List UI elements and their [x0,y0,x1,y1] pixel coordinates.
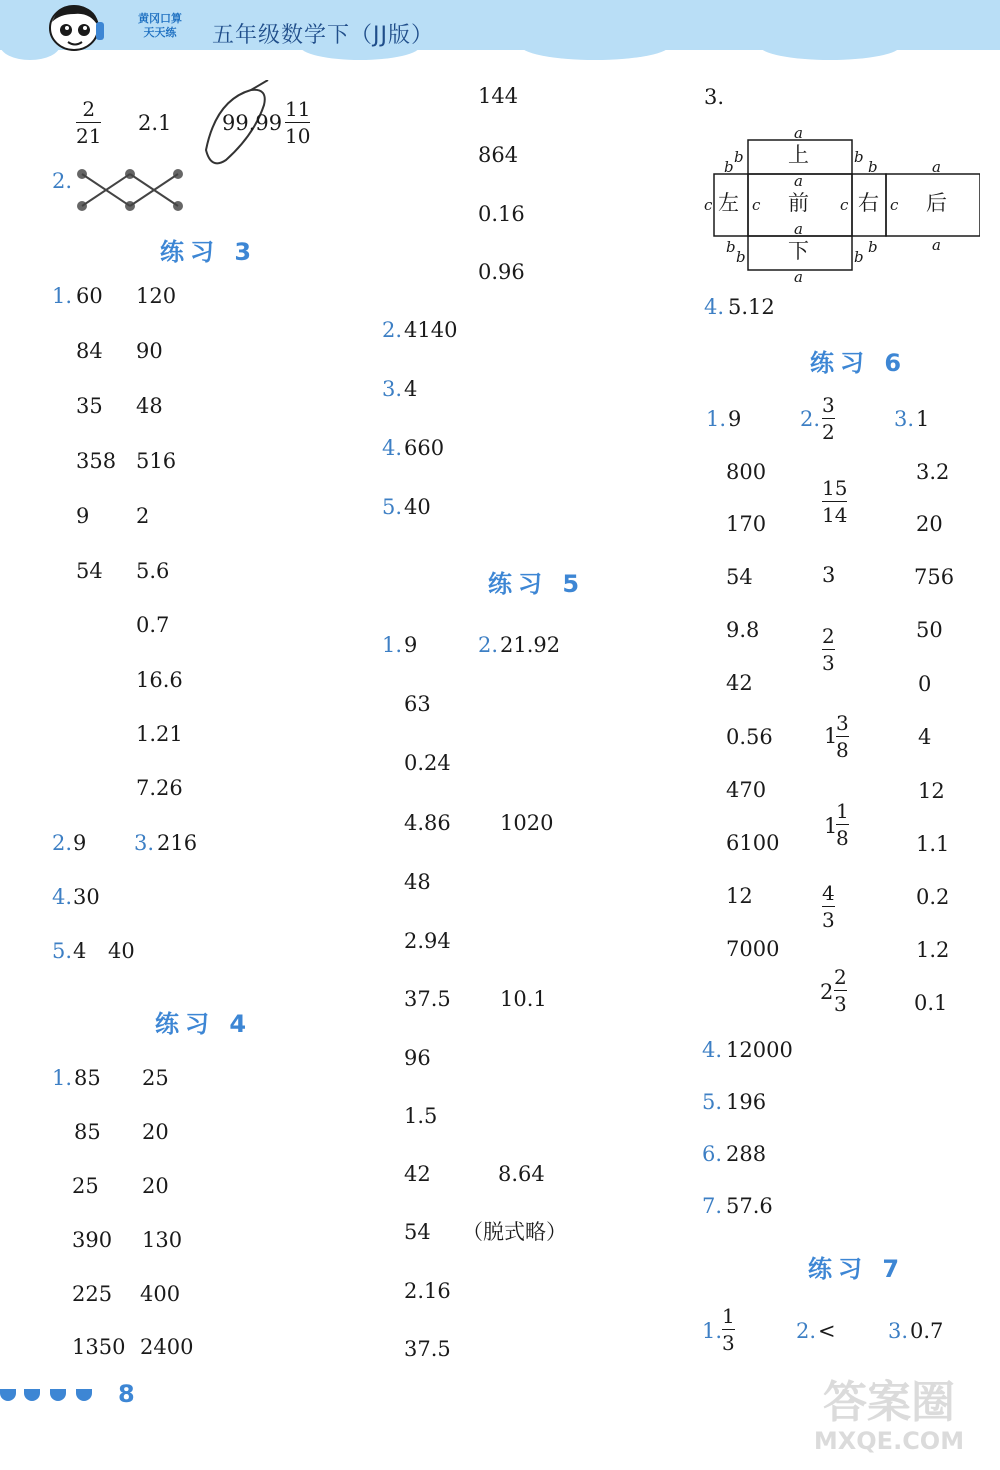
answer-value: < [818,1319,836,1343]
answer-value: 8.64 [498,1162,545,1186]
answer-value: 9 [76,504,90,528]
question-number: 3. [704,85,725,109]
answer-value: 864 [478,143,519,167]
answer-value: 2 [136,504,150,528]
fraction [822,625,835,674]
fraction-bar [822,649,835,650]
answer-value: 225 [72,1282,113,1306]
brand-line1: 黄冈口算 [138,12,182,25]
question-number: 4. [702,1038,723,1062]
answer-value: 84 [76,339,103,363]
answer-value: 3 [822,563,836,587]
fraction-bar [834,990,847,991]
answer-value: 2.16 [404,1279,451,1303]
answer-value: 3.2 [916,460,950,484]
answer-value: 2.94 [404,929,451,953]
question-number: 5. [702,1090,723,1114]
answer-value: 50 [916,618,943,642]
exercise-heading: 练习 5 [488,570,586,598]
answer-value: 0.56 [726,725,773,749]
answer-value: 2400 [140,1335,194,1359]
answer-value: 0.7 [910,1319,944,1343]
answer-value: 12000 [726,1038,793,1062]
numerator: 3 [822,393,835,417]
edge-label: b [724,158,734,176]
edge-label: b [726,238,736,256]
answer-value: 0.1 [914,991,948,1015]
fraction-bar [836,824,849,825]
answer-value: 7000 [726,937,780,961]
answer-value: 48 [136,394,163,418]
fraction [822,477,847,526]
edge-label: b [734,148,744,166]
question-number: 3. [894,407,915,431]
answer-value: 99.99 [222,111,283,135]
answer-value: 660 [404,436,445,460]
edge-label: c [840,196,849,214]
edge-label: b [736,248,746,266]
answer-value: 48 [404,870,431,894]
answer-value: 40 [404,495,431,519]
answer-value: 96 [404,1046,431,1070]
header-cloud [520,30,670,60]
question-number: 3. [382,377,403,401]
answer-value: 63 [404,692,431,716]
header-cloud [760,32,900,60]
edge-label: a [794,172,803,190]
answer-value: 54 [726,565,753,589]
fraction-bar [285,122,310,123]
answer-value: 25 [72,1174,99,1198]
edge-label: b [868,158,878,176]
answer-value: 120 [136,284,177,308]
answer-value: 35 [76,394,103,418]
exercise-heading: 练习 7 [808,1255,906,1283]
fraction [722,1305,735,1354]
answer-value: 0.2 [916,885,950,909]
denominator: 3 [822,651,835,675]
numerator: 2 [822,624,835,648]
edge-label: a [932,158,941,176]
answer-value: 7.26 [136,776,183,800]
answer-value: 90 [136,339,163,363]
answer-value: 20 [142,1174,169,1198]
edge-label: a [794,220,803,238]
denominator: 3 [834,992,847,1016]
question-number: 4. [52,885,73,909]
answer-value: 40 [108,939,135,963]
answer-value: 5.12 [728,295,775,319]
answer-value: 390 [72,1228,113,1252]
fraction-bar [822,501,847,502]
numerator: 3 [836,711,849,735]
answer-value: 288 [726,1142,767,1166]
fraction [836,712,849,761]
decor-dot [50,1389,66,1401]
brand-logo [118,12,202,40]
cuboid-net-diagram [700,118,980,288]
answer-value: 1 [916,407,930,431]
question-number: 1. [52,1066,73,1090]
answer-value: 1020 [500,811,554,835]
decor-dot [76,1389,92,1401]
question-number: 2. [800,407,821,431]
answer-value: 0.7 [136,613,170,637]
numerator: 2 [82,97,96,121]
answer-value: 21.92 [500,633,561,657]
denominator: 14 [822,503,848,527]
answer-value: 20 [916,512,943,536]
mixed-number-whole: 1 [824,814,838,838]
fraction-bar [822,418,835,419]
fraction [822,882,835,931]
answer-value: 54 [404,1220,431,1244]
fraction [834,966,847,1015]
question-number: 1. [382,633,403,657]
answer-value: 9 [404,633,418,657]
answer-value: 470 [726,778,767,802]
watermark-line2: MXQE.COM [813,1427,965,1455]
page-footer [0,1380,160,1410]
answer-value: 4 [918,725,932,749]
edge-label: a [794,268,803,286]
answer-value: 60 [76,284,103,308]
edge-label: b [854,248,864,266]
answer-value: 20 [142,1120,169,1144]
answer-value: 85 [74,1066,101,1090]
answer-value: 12 [918,779,945,803]
numerator: 2 [834,965,847,989]
answer-value: 57.6 [726,1194,773,1218]
numerator: 4 [822,881,835,905]
mascot-icon [40,2,110,62]
question-number: 5. [382,495,403,519]
net-face-top: 上 [788,143,809,167]
answer-value: 30 [73,885,100,909]
fraction [822,394,835,443]
answer-value: 196 [726,1090,767,1114]
answer-value: 37.5 [404,987,451,1011]
watermark [794,1378,984,1460]
answer-value: 9 [73,831,87,855]
question-number: 3. [134,831,155,855]
question-number: 2. [478,633,499,657]
page-header [0,0,1000,62]
question-number: 4. [704,295,725,319]
answer-value: 756 [914,565,955,589]
denominator: 8 [836,738,849,762]
answer-value: 10.1 [500,987,547,1011]
watermark-line1: 答案圈 [823,1377,955,1428]
numerator: 11 [285,97,311,121]
net-face-left: 左 [718,191,739,215]
edge-label: b [854,148,864,166]
answer-value: 4.86 [404,811,451,835]
numerator: 15 [822,476,848,500]
fraction-bar [76,122,101,123]
answer-value: 1.1 [916,832,950,856]
question-number: 6. [702,1142,723,1166]
answer-value: 2.1 [138,111,172,135]
matching-lines-diagram [70,164,190,216]
mixed-number-whole: 2 [820,980,834,1004]
answer-value: 5.6 [136,559,170,583]
net-face-back: 后 [926,191,947,215]
exercise-heading: 练习 3 [160,238,258,266]
exercise-heading: 练习 4 [155,1010,253,1038]
edge-label: c [704,196,713,214]
answer-value: 144 [478,84,519,108]
fraction-bar [822,906,835,907]
answer-value: 4140 [404,318,458,342]
answer-value: 516 [136,449,177,473]
answer-value: 0.16 [478,202,525,226]
question-number: 1. [52,284,73,308]
brand-line2: 天天练 [143,26,177,39]
answer-value: 6100 [726,831,780,855]
denominator: 3 [822,908,835,932]
page-title: 五年级数学下（JJ版） [212,23,434,48]
denominator: 8 [836,826,849,850]
answer-value: 12 [726,884,753,908]
answer-value: 170 [726,512,767,536]
fraction-bar [722,1329,735,1330]
question-number: 7. [702,1194,723,1218]
answer-value: 25 [142,1066,169,1090]
fraction-bar [836,736,849,737]
answer-value: 1350 [72,1335,126,1359]
answer-note: （脱式略） [462,1220,567,1244]
fraction [76,98,101,147]
question-number: 3. [888,1319,909,1343]
question-number: 1. [706,407,727,431]
answer-value: 358 [76,449,117,473]
decor-dot [24,1389,40,1401]
answer-value: 0.24 [404,751,451,775]
answer-value: 1.5 [404,1104,438,1128]
question-number: 5. [52,939,73,963]
question-number: 2. [52,169,73,193]
answer-value: 9 [728,407,742,431]
fraction [836,800,849,849]
answer-value: 42 [726,671,753,695]
edge-label: c [890,196,899,214]
answer-value: 1.21 [136,722,183,746]
edge-label: b [868,238,878,256]
question-number: 2. [382,318,403,342]
answer-value: 0 [918,672,932,696]
net-face-front: 前 [788,191,809,215]
question-number: 1. [702,1319,723,1343]
answer-value: 130 [142,1228,183,1252]
edge-label: a [794,124,803,142]
edge-label: a [932,236,941,254]
net-face-right: 右 [858,191,879,215]
answer-value: 85 [74,1120,101,1144]
answer-value: 0.96 [478,260,525,284]
answer-value: 37.5 [404,1337,451,1361]
edge-label: c [752,196,761,214]
mixed-number-whole: 1 [824,724,838,748]
denominator: 2 [822,420,835,444]
answer-value: 800 [726,460,767,484]
denominator: 21 [76,124,102,148]
numerator: 1 [836,799,849,823]
answer-value: 1.2 [916,938,950,962]
answer-value: 54 [76,559,103,583]
numerator: 1 [722,1304,735,1328]
answer-value: 4 [73,939,87,963]
answer-value: 42 [404,1162,431,1186]
answer-value: 16.6 [136,668,183,692]
decor-dot [0,1389,16,1401]
question-number: 2. [52,831,73,855]
question-number: 2. [796,1319,817,1343]
exercise-heading: 练习 6 [810,349,908,377]
answer-value: 9.8 [726,618,760,642]
answer-value: 400 [140,1282,181,1306]
answer-value: 216 [157,831,198,855]
answer-value: 4 [404,377,418,401]
net-face-bottom: 下 [788,239,809,263]
fraction [285,98,310,147]
question-number: 4. [382,436,403,460]
denominator: 10 [285,124,311,148]
page-number: 8 [118,1380,135,1408]
denominator: 3 [722,1331,735,1355]
